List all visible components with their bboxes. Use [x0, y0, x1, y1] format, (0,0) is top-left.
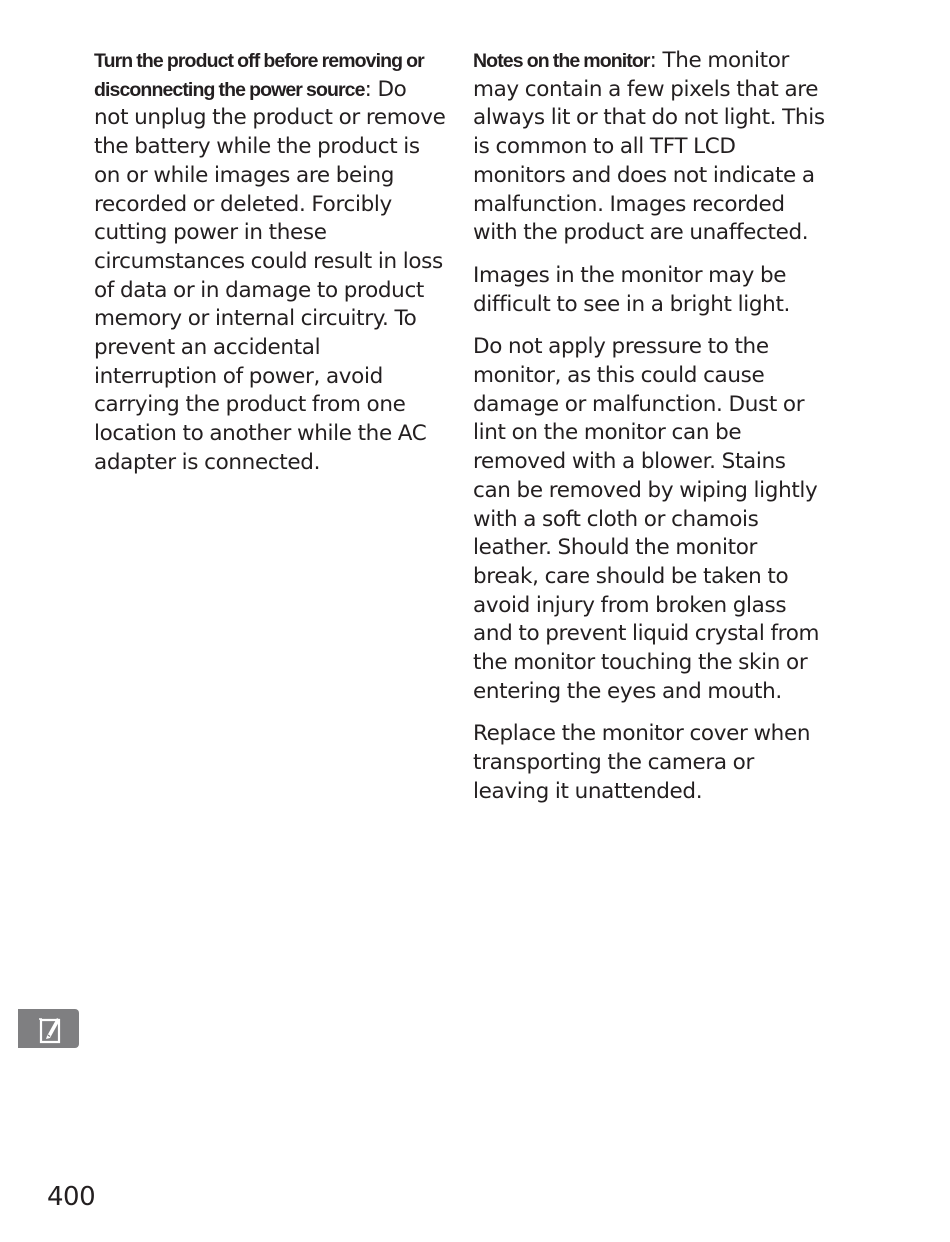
power-source-text: : Do not unplug the product or remove the battery while the product is on or while images are being recorded or deleted. Forcibly cutting power in these circumstances could result in loss of data or in damage to product memory or internal circuitry. To prevent an accidental interruption of power, avoid carrying the product from one location to another while the AC adapter is connected. — [94, 76, 446, 475]
power-source-paragraph — [94, 47, 446, 478]
monitor-cover-paragraph: Replace the monitor cover when transporting the camera or leaving it unattended. — [473, 721, 811, 804]
monitor-notes-text: : The monitor may contain a few pixels that are always lit or that do not light. This is common to all TFT LCD monitors and does not indicate a malfunction. Images recorded with the product are unaffected. — [473, 48, 825, 246]
notes-pencil-icon — [38, 1014, 62, 1044]
bright-light-paragraph: Images in the monitor may be difficult to see in a bright light. — [473, 262, 791, 317]
monitor-notes-paragraph — [473, 47, 825, 248]
monitor-notes-heading: Notes on the monitor — [473, 50, 650, 72]
section-tab — [18, 1009, 79, 1048]
power-source-heading: Turn the product off before removing or disconnecting the power source — [94, 50, 424, 101]
page-number: 400 — [47, 1182, 96, 1212]
right-column — [473, 47, 825, 821]
left-column — [94, 47, 446, 492]
pressure-paragraph: Do not apply pressure to the monitor, as this could cause damage or malfunction. Dust or lint on the monitor can be removed with a blower. Stains can be removed by wiping lightly with a soft cloth or chamois leather. Should the monitor break, care should be taken to avoid injury from broken glass and to prevent liquid crystal from the monitor touching the skin or entering the eyes and mouth. — [473, 334, 820, 704]
